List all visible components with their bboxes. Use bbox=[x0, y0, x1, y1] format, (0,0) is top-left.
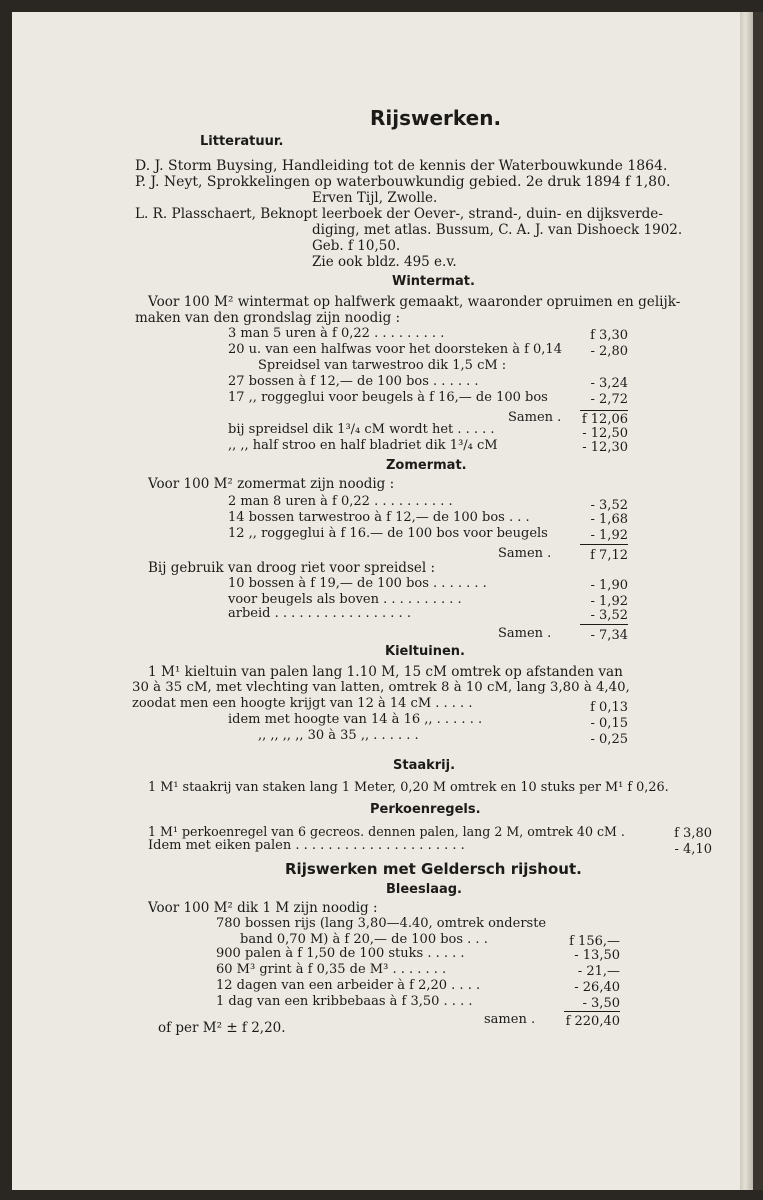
wintermat-total: f 12,06 bbox=[581, 412, 628, 427]
zomermat-intro: Voor 100 M² zomermat zijn noodig : bbox=[148, 476, 395, 492]
wintermat-amount: - 2,80 bbox=[590, 344, 628, 359]
zomermat-row: 12 ,, roggeglui à f 16.— de 100 bos voor beugels bbox=[228, 526, 548, 541]
lit-line: D. J. Storm Buysing, Handleiding tot de kennis der Waterbouwkunde 1864. bbox=[135, 158, 668, 174]
kieltuinen-line: 30 à 35 cM, met vlechting van latten, omtrek 8 à 10 cM, lang 3,80 à 4,40, bbox=[132, 680, 630, 695]
perkoenregel-row: Idem met eiken palen . . . . . . . . . . . . . . . . . . . . . bbox=[148, 838, 465, 853]
zomermat-heading: Zomermat. bbox=[386, 458, 467, 473]
sum-rule bbox=[564, 1011, 620, 1012]
wintermat-heading: Wintermat. bbox=[392, 274, 475, 289]
lit-line: Erven Tijl, Zwolle. bbox=[312, 190, 438, 206]
bleeslaag-amount: - 26,40 bbox=[574, 980, 620, 995]
lit-line: Geb. f 10,50. bbox=[312, 238, 401, 254]
bleeslaag-total: f 220,40 bbox=[565, 1014, 620, 1029]
kieltuinen-line: 1 M¹ kieltuin van palen lang 1.10 M, 15 cM omtrek op afstanden van bbox=[148, 664, 623, 680]
kieltuinen-line: zoodat men een hoogte krijgt van 12 à 14 cM . . . . . bbox=[132, 696, 473, 711]
page-edge bbox=[740, 12, 753, 1190]
kieltuinen-amount: - 0,25 bbox=[590, 732, 628, 747]
bleeslaag-amount: f 156,— bbox=[569, 934, 620, 949]
zomermat-amount: - 3,52 bbox=[590, 608, 628, 623]
zomermat-alt-total: - 7,34 bbox=[590, 628, 628, 643]
wintermat-amount: - 2,72 bbox=[590, 392, 628, 407]
zomermat-amount: - 1,92 bbox=[590, 528, 628, 543]
perkoenregel-amount: - 4,10 bbox=[674, 842, 712, 857]
litteratuur-heading: Litteratuur. bbox=[200, 134, 284, 149]
lit-line: P. J. Neyt, Sprokkelingen op waterbouwkundig gebied. 2e druk 1894 f 1,80. bbox=[135, 174, 671, 190]
zomermat-amount: - 1,90 bbox=[590, 578, 628, 593]
bleeslaag-heading: Bleeslaag. bbox=[386, 882, 462, 897]
wintermat-intro: maken van den grondslag zijn noodig : bbox=[135, 310, 401, 326]
wintermat-row: 3 man 5 uren à f 0,22 . . . . . . . . . bbox=[228, 326, 445, 341]
zomermat-amount: - 3,52 bbox=[590, 498, 628, 513]
staakrij-heading: Staakrij. bbox=[393, 758, 456, 773]
kieltuinen-row: ,, ,, ,, ,, 30 à 35 ,, . . . . . . bbox=[258, 728, 419, 743]
book-cover-edge bbox=[753, 12, 763, 1190]
kieltuinen-row: idem met hoogte van 14 à 16 ,, . . . . . . bbox=[228, 712, 483, 727]
kieltuinen-amount: f 0,13 bbox=[590, 700, 628, 715]
zomermat-alt-total-label: Samen . bbox=[498, 626, 552, 641]
lit-line: diging, met atlas. Bussum, C. A. J. van Dishoeck 1902. bbox=[312, 222, 683, 238]
page-title: Rijswerken. bbox=[370, 106, 502, 130]
bleeslaag-amount: - 3,50 bbox=[582, 996, 620, 1011]
wintermat-amount: f 3,30 bbox=[590, 328, 628, 343]
bleeslaag-amount: - 13,50 bbox=[574, 948, 620, 963]
zomermat-total: f 7,12 bbox=[590, 548, 628, 563]
bleeslaag-row: 780 bossen rijs (lang 3,80—4.40, omtrek onderste bbox=[216, 916, 547, 931]
bleeslaag-footer: of per M² ± f 2,20. bbox=[158, 1020, 286, 1036]
lit-line: Zie ook bldz. 495 e.v. bbox=[312, 254, 457, 270]
wintermat-amount: - 12,30 bbox=[582, 440, 628, 455]
staakrij-line: 1 M¹ staakrij van staken lang 1 Meter, 0,20 M omtrek en 10 stuks per M¹ f 0,26. bbox=[148, 780, 669, 795]
bleeslaag-intro: Voor 100 M² dik 1 M zijn noodig : bbox=[148, 900, 378, 916]
zomermat-total-label: Samen . bbox=[498, 546, 552, 561]
zomermat-alt-intro: Bij gebruik van droog riet voor spreidsel : bbox=[148, 560, 436, 576]
zomermat-amount: - 1,68 bbox=[590, 512, 628, 527]
perkoenregel-row: 1 M¹ perkoenregel van 6 gecreos. dennen palen, lang 2 M, omtrek 40 cM . bbox=[148, 824, 625, 839]
bleeslaag-row: 60 M³ grint à f 0,35 de M³ . . . . . . . bbox=[216, 962, 447, 977]
bleeslaag-row: 900 palen à f 1,50 de 100 stuks . . . . . bbox=[216, 946, 465, 961]
kieltuinen-amount: - 0,15 bbox=[590, 716, 628, 731]
bleeslaag-row: 1 dag van een kribbebaas à f 3,50 . . . . bbox=[216, 994, 473, 1009]
zomermat-alt-row: arbeid . . . . . . . . . . . . . . . . . bbox=[228, 606, 411, 621]
zomermat-row: 2 man 8 uren à f 0,22 . . . . . . . . . . bbox=[228, 494, 453, 509]
lit-line: L. R. Plasschaert, Beknopt leerboek der Oever-, strand-, duin- en dijksverde- bbox=[135, 206, 663, 222]
wintermat-extra: bij spreidsel dik 1³/₄ cM wordt het . . . . . bbox=[228, 422, 495, 437]
zomermat-amount: - 1,92 bbox=[590, 594, 628, 609]
perkoenregels-heading: Perkoenregels. bbox=[370, 802, 481, 817]
wintermat-row: 27 bossen à f 12,— de 100 bos . . . . . . bbox=[228, 374, 479, 389]
wintermat-amount: - 3,24 bbox=[590, 376, 628, 391]
zomermat-alt-row: voor beugels als boven . . . . . . . . . . bbox=[228, 592, 462, 607]
gelders-heading: Rijswerken met Geldersch rijshout. bbox=[285, 860, 582, 878]
sum-rule bbox=[580, 544, 628, 545]
perkoenregel-amount: f 3,80 bbox=[674, 826, 712, 841]
wintermat-amount: - 12,50 bbox=[582, 426, 628, 441]
zomermat-alt-row: 10 bossen à f 19,— de 100 bos . . . . . . . bbox=[228, 576, 487, 591]
wintermat-row: 20 u. van een halfwas voor het doorsteken à f 0,14 bbox=[228, 342, 562, 357]
sum-rule bbox=[580, 624, 628, 625]
bleeslaag-total-label: samen . bbox=[484, 1012, 536, 1027]
wintermat-extra: ,, ,, half stroo en half bladriet dik 1³/₄ cM bbox=[228, 438, 498, 453]
bleeslaag-amount: - 21,— bbox=[577, 964, 620, 979]
kieltuinen-heading: Kieltuinen. bbox=[385, 644, 465, 659]
sum-rule bbox=[580, 410, 628, 411]
wintermat-row: 17 ,, roggeglui voor beugels à f 16,— de 100 bos bbox=[228, 390, 548, 405]
wintermat-row: Spreidsel van tarwestroo dik 1,5 cM : bbox=[258, 358, 507, 373]
wintermat-total-label: Samen . bbox=[508, 410, 562, 425]
zomermat-row: 14 bossen tarwestroo à f 12,— de 100 bos . . . bbox=[228, 510, 530, 525]
bleeslaag-row: band 0,70 M) à f 20,— de 100 bos . . . bbox=[240, 932, 488, 947]
wintermat-intro: Voor 100 M² wintermat op halfwerk gemaakt, waaronder opruimen en gelijk- bbox=[148, 294, 681, 310]
bleeslaag-row: 12 dagen van een arbeider à f 2,20 . . . . bbox=[216, 978, 481, 993]
